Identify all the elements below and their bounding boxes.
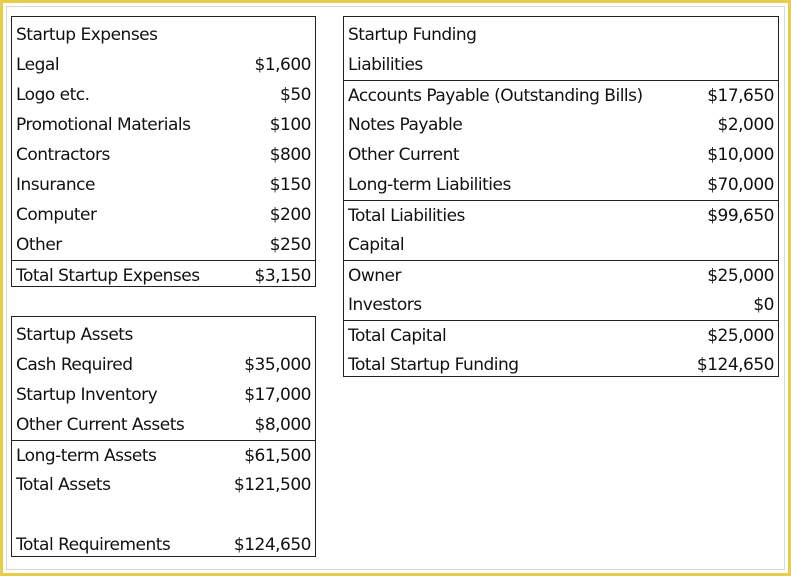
expense-label: Promotional Materials xyxy=(16,115,191,135)
asset-row-inventory xyxy=(12,380,315,410)
startup-funding-title: Startup Funding xyxy=(348,25,477,45)
liability-row-long-term xyxy=(344,170,778,200)
startup-expenses-table xyxy=(11,16,316,287)
long-term-assets-row xyxy=(12,440,315,470)
total-liabilities-label: Total Liabilities xyxy=(348,205,465,226)
total-assets-value: $121,500 xyxy=(233,475,311,495)
asset-label: Cash Required xyxy=(16,355,133,375)
total-assets-label: Total Assets xyxy=(16,475,111,495)
expense-label: Legal xyxy=(16,55,60,75)
expense-label: Computer xyxy=(16,205,97,225)
long-term-assets-value: $61,500 xyxy=(244,445,311,466)
total-liabilities-row xyxy=(344,200,778,230)
capital-label: Owner xyxy=(348,265,402,286)
liability-label: Long-term Liabilities xyxy=(348,175,511,195)
expense-value: $200 xyxy=(269,205,311,225)
capital-value: $25,000 xyxy=(707,265,774,286)
liability-label: Notes Payable xyxy=(348,115,463,135)
expense-value: $150 xyxy=(269,175,311,195)
expense-row-legal xyxy=(12,50,315,80)
asset-value: $17,000 xyxy=(244,385,311,405)
expense-label: Contractors xyxy=(16,145,110,165)
expense-value: $50 xyxy=(280,85,311,105)
liability-label: Accounts Payable (Outstanding Bills) xyxy=(348,85,643,106)
liabilities-heading-row xyxy=(344,50,778,80)
expense-row-computer xyxy=(12,200,315,230)
long-term-assets-label: Long-term Assets xyxy=(16,445,157,466)
expense-row-insurance xyxy=(12,170,315,200)
expense-row-promotional xyxy=(12,110,315,140)
capital-value: $0 xyxy=(753,295,774,315)
total-startup-expenses-row xyxy=(12,260,315,290)
asset-value: $8,000 xyxy=(254,415,311,435)
liability-row-accounts-payable xyxy=(344,80,778,110)
total-capital-row xyxy=(344,320,778,350)
asset-label: Startup Inventory xyxy=(16,385,158,405)
total-capital-value: $25,000 xyxy=(707,325,774,346)
liability-value: $17,650 xyxy=(707,85,774,106)
asset-row-cash xyxy=(12,350,315,380)
total-liabilities-value: $99,650 xyxy=(707,205,774,226)
asset-value: $35,000 xyxy=(244,355,311,375)
capital-heading-row xyxy=(344,230,778,260)
startup-assets-title: Startup Assets xyxy=(16,325,133,345)
total-capital-label: Total Capital xyxy=(348,325,447,346)
startup-expenses-title-row xyxy=(12,20,315,50)
liability-value: $10,000 xyxy=(707,145,774,165)
expense-value: $250 xyxy=(269,235,311,255)
liability-row-other-current xyxy=(344,140,778,170)
asset-row-other-current xyxy=(12,410,315,440)
liabilities-heading: Liabilities xyxy=(348,55,423,75)
expense-row-logo xyxy=(12,80,315,110)
expense-row-contractors xyxy=(12,140,315,170)
expense-label: Logo etc. xyxy=(16,85,90,105)
blank-row xyxy=(12,500,315,530)
total-requirements-value: $124,650 xyxy=(233,535,311,555)
total-assets-row xyxy=(12,470,315,500)
liability-value: $70,000 xyxy=(707,175,774,195)
total-startup-funding-row xyxy=(344,350,778,380)
expense-label: Insurance xyxy=(16,175,95,195)
total-startup-funding-label: Total Startup Funding xyxy=(348,355,519,375)
startup-funding-table xyxy=(343,16,779,377)
startup-expenses-title: Startup Expenses xyxy=(16,25,158,45)
total-startup-expenses-label: Total Startup Expenses xyxy=(16,265,200,286)
liability-value: $2,000 xyxy=(717,115,774,135)
expense-row-other xyxy=(12,230,315,260)
capital-heading: Capital xyxy=(348,235,405,255)
startup-funding-title-row xyxy=(344,20,778,50)
startup-assets-table xyxy=(11,316,316,557)
asset-label: Other Current Assets xyxy=(16,415,185,435)
capital-row-investors xyxy=(344,290,778,320)
total-startup-funding-value: $124,650 xyxy=(696,355,774,375)
expense-value: $1,600 xyxy=(254,55,311,75)
expense-label: Other xyxy=(16,235,62,255)
capital-row-owner xyxy=(344,260,778,290)
liability-row-notes-payable xyxy=(344,110,778,140)
liability-label: Other Current xyxy=(348,145,460,165)
expense-value: $800 xyxy=(269,145,311,165)
total-startup-expenses-value: $3,150 xyxy=(254,265,311,286)
total-requirements-label: Total Requirements xyxy=(16,535,171,555)
total-requirements-row xyxy=(12,530,315,560)
startup-assets-title-row xyxy=(12,320,315,350)
capital-label: Investors xyxy=(348,295,422,315)
expense-value: $100 xyxy=(269,115,311,135)
